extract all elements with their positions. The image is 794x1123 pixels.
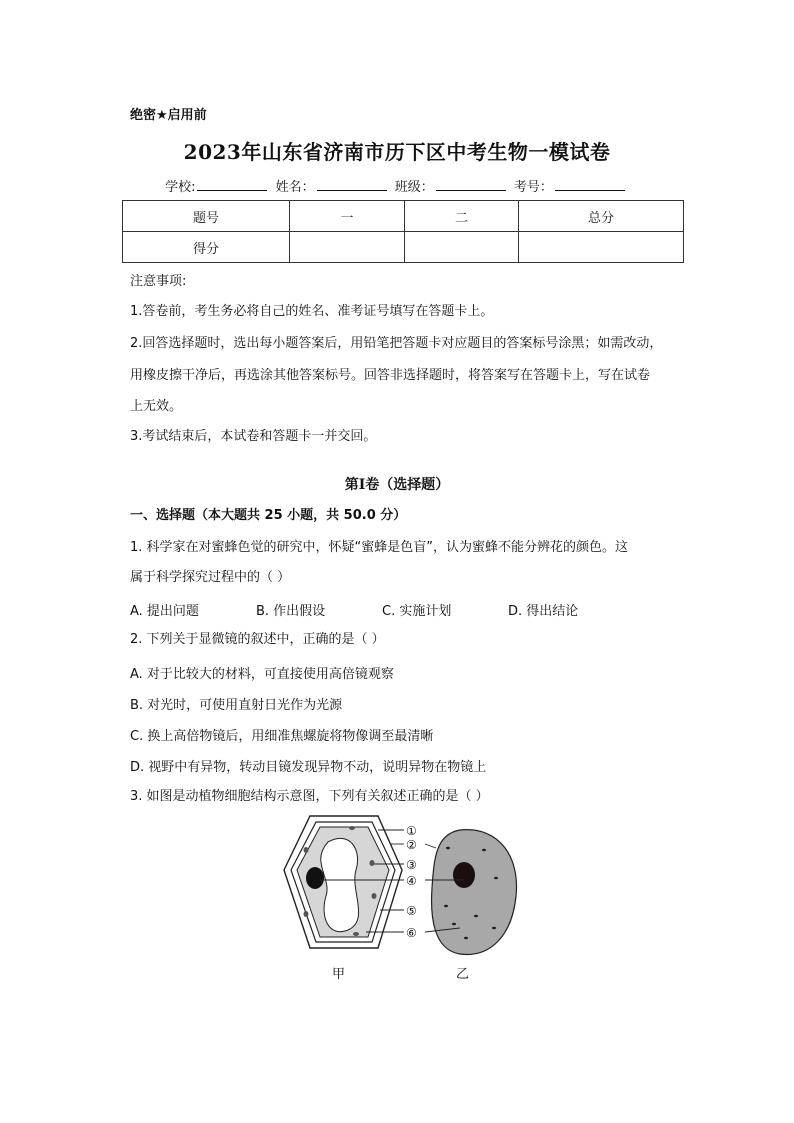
plant-cell-drawing — [284, 816, 402, 948]
score-table-header-row — [123, 201, 684, 232]
question-2-option-c: C. 换上高倍物镜后，用细准焦螺旋将物像调至最清晰 — [130, 729, 434, 744]
question-2-option-b: B. 对光时，可使用直射日光作为光源 — [130, 698, 343, 713]
figure-caption-left: 甲 — [332, 967, 346, 982]
score-row-label: 得分 — [123, 232, 290, 263]
animal-cell-drawing — [432, 830, 517, 955]
exam-title: 2023年山东省济南市历下区中考生物一模试卷 — [183, 140, 611, 164]
name-label: 姓名： — [275, 180, 315, 195]
score-cell — [519, 232, 684, 263]
part-heading: 一、选择题（本大题共 25 小题，共 50.0 分） — [130, 508, 407, 523]
student-info-line — [0, 176, 794, 195]
number-blank — [555, 178, 625, 191]
question-1-option-d: D. 得出结论 — [508, 604, 579, 619]
question-2-stem: 2. 下列关于显微镜的叙述中，正确的是（ ） — [130, 632, 385, 647]
name-blank — [317, 178, 387, 191]
figure-label: ⑥ — [406, 926, 417, 940]
score-table-row — [123, 232, 684, 263]
figure-label: ③ — [406, 858, 417, 872]
note-item: 用橡皮擦干净后，再选涂其他答案标号。回答非选择题时，将答案写在答题卡上，写在试卷 — [130, 368, 651, 383]
school-label: 学校: — [165, 180, 196, 195]
section-title: 第Ⅰ卷（选择题） — [344, 477, 450, 493]
question-2-option-a: A. 对于比较大的材料，可直接使用高倍镜观察 — [130, 667, 394, 682]
score-header-cell: 一 — [290, 201, 405, 232]
question-1-option-c: C. 实施计划 — [382, 604, 452, 619]
score-table — [122, 200, 684, 263]
school-blank — [197, 178, 267, 191]
confidential-mark: 绝密★启用前 — [130, 108, 207, 123]
question-1-option-b: B. 作出假设 — [256, 604, 326, 619]
question-1-option-a: A. 提出问题 — [130, 604, 199, 619]
class-label: 班级： — [394, 180, 434, 195]
score-header-cell: 二 — [405, 201, 519, 232]
question-1-stem: 1. 科学家在对蜜蜂色觉的研究中，怀疑“蜜蜂是色盲”，认为蜜蜂不能分辨花的颜色。这 — [130, 540, 629, 555]
question-3-stem: 3. 如图是动植物细胞结构示意图，下列有关叙述正确的是（ ） — [130, 789, 489, 804]
note-item: 1.答卷前，考生务必将自己的姓名、准考证号填写在答题卡上。 — [130, 304, 494, 319]
score-header-cell: 总分 — [519, 201, 684, 232]
note-item: 2.回答选择题时，选出每小题答案后，用铅笔把答题卡对应题目的答案标号涂黑；如需改动， — [130, 336, 663, 351]
score-header-cell: 题号 — [123, 201, 290, 232]
score-cell — [290, 232, 405, 263]
cell-structure-figure — [270, 808, 530, 988]
question-2-option-d: D. 视野中有异物，转动目镜发现异物不动，说明异物在物镜上 — [130, 760, 487, 775]
figure-label: ② — [406, 838, 417, 852]
figure-caption-right: 乙 — [456, 967, 470, 982]
score-cell — [405, 232, 519, 263]
class-blank — [436, 178, 506, 191]
note-item: 上无效。 — [130, 399, 183, 414]
figure-label: ⑤ — [406, 904, 417, 918]
figure-label: ① — [406, 824, 417, 838]
note-item: 3.考试结束后，本试卷和答题卡一并交回。 — [130, 429, 377, 444]
question-1-stem-cont: 属于科学探究过程中的（ ） — [130, 570, 291, 585]
figure-number-labels — [406, 824, 417, 940]
figure-label: ④ — [406, 874, 417, 888]
number-label: 考号： — [513, 180, 553, 195]
notes-title: 注意事项: — [130, 274, 187, 289]
